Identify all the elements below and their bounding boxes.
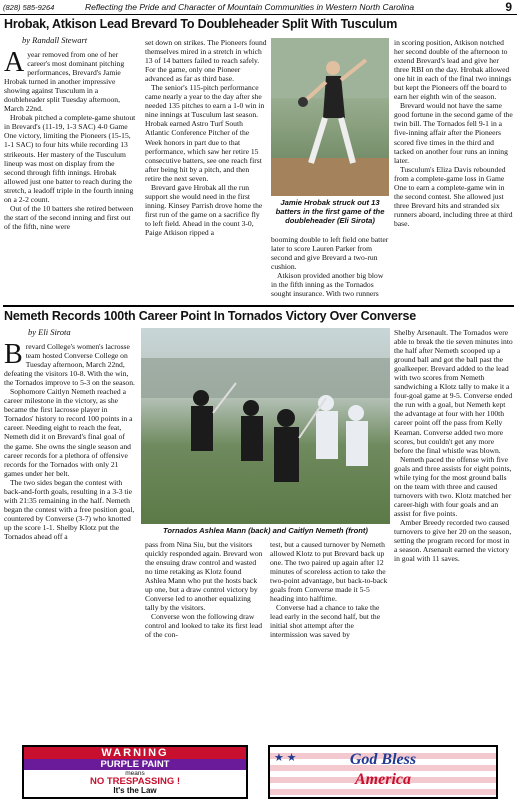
story2-byline: by Eli Sirota [28, 327, 71, 337]
ad-warning: WARNING [24, 747, 246, 759]
paragraph: Hrobak pitched a complete-game shutout in Brevard's (11-19, 1-3 SAC) 4-0 Game One victory, limiting the Pioneers (15-15, 1-1 SAC) to four hits while recording 13 strikeouts. Her mastery of the Tusculum lineup was most on display from the second through fifth innings. Hrobak allowed just one batter to reach during the stretch, a leadoff triple in the fourth inning on a 2-2 count. [4, 113, 136, 204]
ad-purple-paint: PURPLE PAINT [24, 759, 246, 770]
story2-headline: Nemeth Records 100th Career Point In Tornados Victory Over Converse [4, 309, 416, 323]
ad-its-the-law: It's the Law [113, 786, 157, 795]
lacrosse-photo [141, 328, 390, 524]
paragraph: The two sides began the contest with back-and-forth goals, resulting in a 3-3 tie with 21:35 remaining in the half. Nemeth began the contest with a free position goal, countered by Converse (3-7) who knotted up the score 1-1. Shelby Klotz put the Tornados ahead off a [4, 477, 135, 541]
page-number: 9 [505, 0, 512, 14]
paragraph: Brevard gave Hrobak all the run support she would need in the first inning. Kinsey Parrish drove home the first run of the game on a sacrifice fly to left field. Ahead in the count 3-0, Paige Atkison ripped a [145, 182, 263, 237]
story2-dropcap: B [4, 342, 23, 370]
softball-photo [271, 38, 389, 196]
story1-column-2 [145, 38, 267, 300]
paragraph: Nemeth paced the offense with five goals and three assists for eight points, while tying for the most ground balls on the team with three and caused turnovers with two. Klotz matched her career-high with four goals and an assist for five points. [394, 454, 512, 518]
ad-america: America [355, 771, 411, 788]
paragraph: test, but a caused turnover by Nemeth allowed Klotz to put Brevard back up one. The two paired up again after 12 minutes of scoreless action to take the two-point advantage, but back-to-back goals from Converse made it 5-5 heading into halftime. [270, 540, 388, 604]
story1-headline: Hrobak, Atkison Lead Brevard To Doubleheader Split With Tusculum [4, 17, 398, 31]
paragraph: revard College's women's lacrosse team hosted Converse College on Tuesday afternoon, March 22nd, defeating the visitors 10-8. With the win, the Tornados improve to 5-3 on the season. [4, 342, 135, 388]
paragraph: Brevard would not have the same good fortune in the second game of the twin bill. The Tornados fell 9-1 in a five-inning affair after the Pioneers scored five times in the third and tacked on another four runs an inning later. [394, 101, 513, 165]
ad-no-trespassing: NO TRESPASSING ! [89, 776, 181, 787]
lacrosse-players [141, 328, 390, 524]
softball-photo-caption: Jamie Hrobak struck out 13 batters in the first game of the doubleheader (Eli Sirota) [275, 198, 385, 225]
paragraph: year removed from one of her career's most dominant pitching performances, Brevard's Jamie Hrobak turned in another impressive showing against Tusculum in a doubleheader split Tuesday afternoon, March 22nd. [4, 50, 125, 114]
paragraph: Sophomore Caitlyn Nemeth reached a career milestone in the victory, as she became the first lacrosse player in Tornados' history to record 100 points in a career. Needing eight to reach the feat, Nemeth did it on Brevard's final goal of the game. She owns the single season and career records for a plethora of offensive records for the Tornados with only 21 games under her belt. [4, 387, 133, 478]
paragraph: Out of the 10 batters she retired between the start of the second inning and first out of the fifth, nine were [4, 203, 134, 231]
story2-column-1 [4, 342, 136, 742]
story2-column-2 [145, 540, 263, 740]
section-divider [3, 305, 514, 307]
ad-god-bless: God Bless [349, 751, 417, 768]
story1-column-4 [394, 38, 514, 300]
story2-column-3 [270, 540, 390, 740]
story1-dropcap: A [4, 50, 25, 78]
paragraph: Converse had a chance to take the lead early in the second half, but the initial shot attempt after the intermission was saved by [270, 603, 381, 640]
paragraph: booming double to left field one batter later to score Lauren Parker from second and give Brevard a two-run cushion. [271, 235, 389, 272]
paragraph: The senior's 115-pitch performance came nearly a year to the day after she needed 135 pitches to earn a 1-0 win in nine innings at Tusculum last season. Hrobak earned Astro Turf South Atlantic Conference Pitcher of the Week honors in part due to that performance, which saw her retire 15 consecutive batters, see one reach first after being hit by a pitch, and then retire the next seven. [145, 83, 265, 183]
story1-column-3 [271, 235, 389, 301]
ad-means: means [125, 770, 145, 777]
story1-column-1 [4, 50, 136, 298]
paragraph: Converse won the following draw control and looked to take its first lead of the con- [145, 612, 263, 640]
lacrosse-photo-caption: Tornados Ashlea Mann (back) and Caitlyn Nemeth (front) [163, 526, 368, 535]
star-icon: ★ ★ [274, 752, 297, 764]
paragraph: Amber Breedy recorded two caused turnovers to give her 20 on the season, setting the program record for most in a season. Arsenault earned the victory in goal with 11 saves. [394, 517, 512, 564]
paragraph: set down on strikes. The Pioneers found themselves mired in a stretch in which 13 of 14 batters failed to reach safely. For the game, only one Pioneer advanced as far as third base. [145, 38, 267, 84]
paragraph: pass from Nina Siu, but the visitors quickly responded again. Brevard won the ensuing draw control and wasted no time retaking as Klotz found Ashlea Mann who put the hosts back up one, but a draw control victory by Converse led to another equalizing tally by the visitors. [145, 540, 263, 613]
header-phone: (828) 585-9264 [3, 3, 55, 12]
paragraph: Atkison provided another big blow in the fifth inning as the Tornados sought insurance. With two runners [271, 271, 384, 299]
story2-column-4 [394, 328, 514, 740]
header-tagline: Reflecting the Pride and Character of Mountain Communities in Western North Carolina [85, 2, 415, 12]
paragraph: Shelby Arsenault. The Tornados were able to break the tie seven minutes into the half after Nemeth scooped up a ground ball and got the ball past the goalkeeper. Brevard added to the lead with two scores from Nemeth sandwiching a Klotz tally to make it a four-goal game at 9-5. Converse ended the run with a goal, but Nemeth kept the advantage at four with her 100th career point off the pass from Kelly Kearnan. Converse added two more scores, but couldn't get any more before the final whistle was blown. [394, 328, 513, 455]
page-header [0, 0, 517, 15]
god-bless-america-ad [268, 745, 498, 799]
purple-paint-ad [22, 745, 248, 799]
story1-byline: by Randall Stewart [22, 35, 88, 45]
paragraph: Tusculum's Eliza Davis rebounded from a complete-game loss in Game One to earn a complete-game win in the second contest. She allowed just three Brevard hits and stranded six runners aboard, including three at third base. [394, 164, 513, 228]
pitcher-figure [271, 38, 389, 196]
paragraph: in scoring position, Atkison notched her second double of the afternoon to extend Brevard's lead and give her three RBI on the day. Hrobak allowed one hit in each of the final two innings but kept the Pioneers off the board to earn her eighth win of the season. [394, 38, 512, 102]
